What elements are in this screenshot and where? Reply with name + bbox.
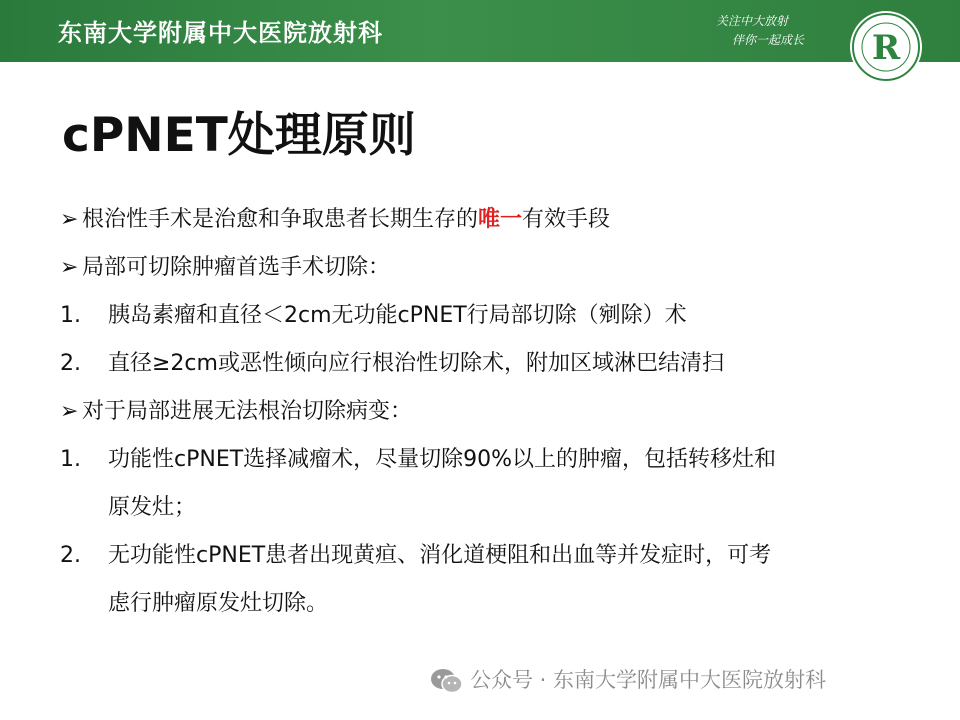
list-item-3-continuation: 原发灶； xyxy=(108,495,197,520)
slide-content xyxy=(60,196,920,628)
list-item-2 xyxy=(60,340,920,388)
bullet-1-highlight: 唯一 xyxy=(478,207,523,232)
watermark-text: 公众号 · 东南大学附属中大医院放射科 xyxy=(470,668,827,692)
list-number: 2. xyxy=(60,543,81,568)
list-number: 2. xyxy=(60,351,81,376)
bullet-arrow-icon: ➢ xyxy=(60,399,79,424)
header-banner xyxy=(0,0,960,62)
list-item-4 xyxy=(60,532,920,580)
list-item-4-text: 无功能性cPNET患者出现黄疸、消化道梗阻和出血等并发症时，可考 xyxy=(108,543,772,568)
list-item-1-text: 胰岛素瘤和直径＜2cm无功能cPNET行局部切除（剜除）术 xyxy=(108,303,687,328)
slogan xyxy=(716,12,826,50)
bullet-1 xyxy=(60,196,920,244)
list-number: 1. xyxy=(60,303,81,328)
bullet-arrow-icon: ➢ xyxy=(60,207,79,232)
list-item-4-continuation: 虑行肿瘤原发灶切除。 xyxy=(108,591,329,616)
list-item-1 xyxy=(60,292,920,340)
hospital-logo xyxy=(849,10,923,84)
slogan-line-2: 伴你一起成长 xyxy=(732,33,805,47)
bullet-2 xyxy=(60,244,920,292)
watermark xyxy=(430,664,826,695)
slide-title: cPNET处理原则 xyxy=(62,108,416,163)
bullet-3-text: 对于局部进展无法根治切除病变： xyxy=(82,399,413,424)
slogan-line-1: 关注中大放射 xyxy=(716,14,789,28)
department-title: 东南大学附属中大医院放射科 xyxy=(58,18,383,47)
list-item-2-text: 直径≥2cm或恶性倾向应行根治性切除术，附加区域淋巴结清扫 xyxy=(108,351,724,376)
list-item-3 xyxy=(60,436,920,484)
logo-letter: R xyxy=(871,28,901,68)
list-number: 1. xyxy=(60,447,81,472)
bullet-arrow-icon: ➢ xyxy=(60,255,79,280)
bullet-1-text-post: 有效手段 xyxy=(522,207,611,232)
list-item-3-text: 功能性cPNET选择减瘤术，尽量切除90%以上的肿瘤，包括转移灶和 xyxy=(108,447,777,472)
bullet-3 xyxy=(60,388,920,436)
wechat-icon xyxy=(430,667,464,695)
bullet-1-text-pre: 根治性手术是治愈和争取患者长期生存的 xyxy=(82,207,479,232)
bullet-2-text: 局部可切除肿瘤首选手术切除： xyxy=(82,255,391,280)
